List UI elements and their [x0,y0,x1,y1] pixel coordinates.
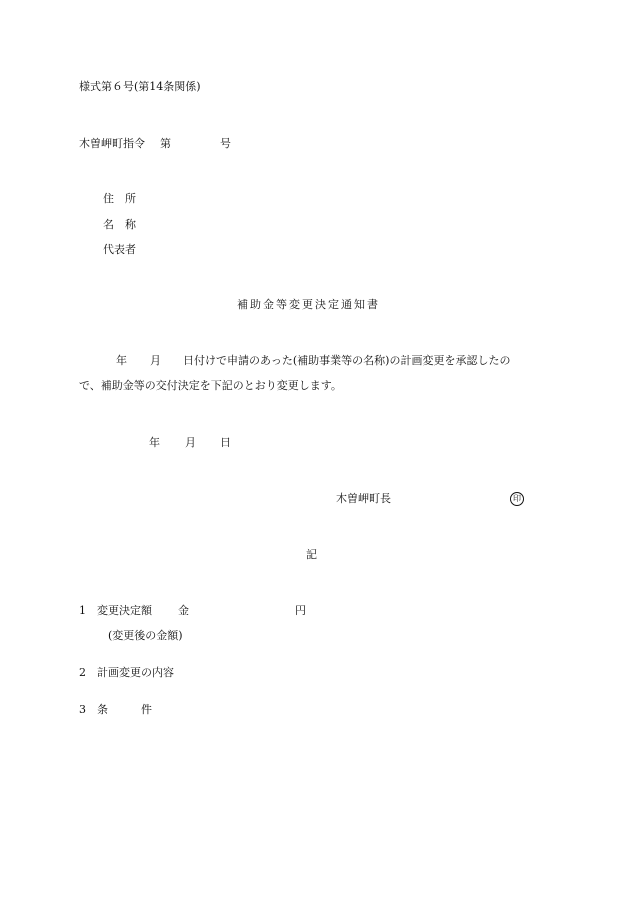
item2-label: 計画変更の内容 [97,666,174,679]
reference-go: 号 [220,137,231,150]
document-title: 補助金等変更決定通知書 [237,298,380,311]
item1-yen: 円 [295,604,306,617]
item2-number: 2 [79,666,86,679]
mayor-title: 木曽岬町長 [336,492,391,505]
recipient-address: 住 所 [103,192,136,205]
recipient-name: 名 称 [103,218,136,231]
seal-mark: 印 [510,492,524,506]
date-year: 年 [149,436,160,449]
reference-dai: 第 [160,137,171,150]
ki-heading: 記 [306,548,317,561]
item1-number: 1 [79,604,86,617]
date-day: 日 [220,436,231,449]
body-line1: 日付けで申請のあった(補助事業等の名称)の計画変更を承認したの [183,354,511,367]
body-year: 年 [116,354,127,367]
date-month: 月 [185,436,196,449]
recipient-representative: 代表者 [103,243,136,256]
item1-label: 変更決定額 [97,604,152,617]
item3-number: 3 [79,703,86,716]
item1-kin: 金 [178,604,189,617]
body-month: 月 [150,354,161,367]
item3-label: 条 件 [97,703,152,716]
form-number: 様式第６号(第14条関係) [79,80,201,93]
reference-issuer: 木曽岬町指令 [79,137,145,150]
item1-note: (変更後の金額) [108,629,183,642]
body-line2: で、補助金等の交付決定を下記のとおり変更します。 [79,379,342,392]
